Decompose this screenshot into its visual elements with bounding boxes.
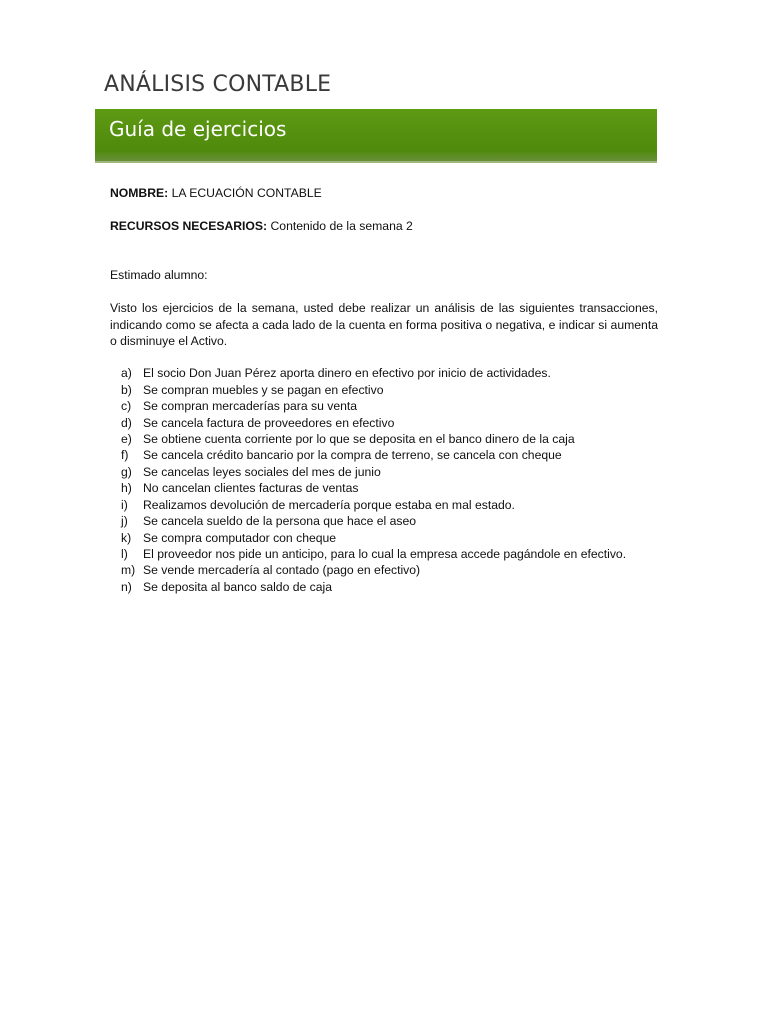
item-text: Se cancela factura de proveedores en efectivo bbox=[143, 415, 395, 430]
item-text: Realizamos devolución de mercadería porque estaba en mal estado. bbox=[143, 497, 515, 512]
item-text: Se obtiene cuenta corriente por lo que se deposita en el banco dinero de la caja bbox=[143, 432, 575, 447]
item-text: Se cancela crédito bancario por la compra de terreno, se cancela con cheque bbox=[143, 448, 562, 463]
item-letter: h) bbox=[121, 481, 132, 496]
item-letter: e) bbox=[121, 432, 132, 447]
item-letter: l) bbox=[121, 546, 128, 561]
exercise-item bbox=[110, 546, 658, 562]
item-letter: f) bbox=[121, 448, 129, 463]
item-letter: a) bbox=[121, 366, 132, 381]
exercise-item bbox=[110, 480, 658, 496]
resources-label: RECURSOS NECESARIOS: bbox=[110, 219, 268, 234]
exercise-item bbox=[110, 464, 658, 480]
item-text: Se deposita al banco saldo de caja bbox=[143, 579, 333, 594]
greeting: Estimado alumno: bbox=[110, 267, 208, 282]
resources-field bbox=[110, 218, 658, 234]
exercise-list bbox=[110, 365, 658, 595]
item-letter: m) bbox=[121, 563, 136, 578]
item-letter: g) bbox=[121, 464, 132, 479]
exercise-item bbox=[110, 431, 658, 447]
document-body bbox=[110, 185, 658, 595]
item-text: No cancelan clientes facturas de ventas bbox=[143, 481, 359, 496]
item-letter: n) bbox=[121, 579, 132, 594]
exercise-item bbox=[110, 398, 658, 414]
exercise-item bbox=[110, 415, 658, 431]
name-label: NOMBRE: bbox=[110, 186, 169, 200]
name-field bbox=[110, 185, 658, 201]
item-letter: b) bbox=[121, 382, 132, 397]
exercise-item bbox=[110, 365, 658, 381]
intro-paragraph: Visto los ejercicios de la semana, usted debe realizar un análisis de las siguientes transacciones, indicando como se afecta a cada lado de la cuenta en forma positiva o negativa, e indicar si aumenta o disminuye el Activo. bbox=[110, 301, 658, 349]
item-letter: c) bbox=[121, 399, 132, 414]
item-letter: j) bbox=[121, 514, 128, 529]
exercise-item bbox=[110, 562, 658, 578]
title-banner bbox=[95, 109, 657, 163]
resources-value: Contenido de la semana 2 bbox=[270, 219, 413, 234]
item-letter: d) bbox=[121, 415, 132, 430]
exercise-item bbox=[110, 447, 658, 463]
item-text: Se vende mercadería al contado (pago en efectivo) bbox=[143, 563, 421, 578]
exercise-item bbox=[110, 513, 658, 529]
exercise-item bbox=[110, 497, 658, 513]
item-text: El socio Don Juan Pérez aporta dinero en efectivo por inicio de actividades. bbox=[143, 366, 551, 381]
item-text: El proveedor nos pide un anticipo, para lo cual la empresa accede pagándole en efectivo. bbox=[143, 546, 627, 561]
exercise-item bbox=[110, 579, 658, 595]
banner-title: Guía de ejercicios bbox=[109, 117, 287, 141]
exercise-item bbox=[110, 382, 658, 398]
course-title: ANÁLISIS CONTABLE bbox=[104, 72, 332, 97]
item-letter: k) bbox=[121, 530, 132, 545]
item-text: Se cancela sueldo de la persona que hace el aseo bbox=[143, 514, 417, 529]
item-text: Se compra computador con cheque bbox=[143, 530, 337, 545]
exercise-item bbox=[110, 530, 658, 546]
item-letter: i) bbox=[121, 497, 128, 512]
item-text: Se compran mercaderías para su venta bbox=[143, 399, 358, 414]
item-text: Se cancelas leyes sociales del mes de junio bbox=[143, 464, 381, 479]
item-text: Se compran muebles y se pagan en efectivo bbox=[143, 382, 384, 397]
name-value: LA ECUACIÓN CONTABLE bbox=[171, 186, 322, 200]
